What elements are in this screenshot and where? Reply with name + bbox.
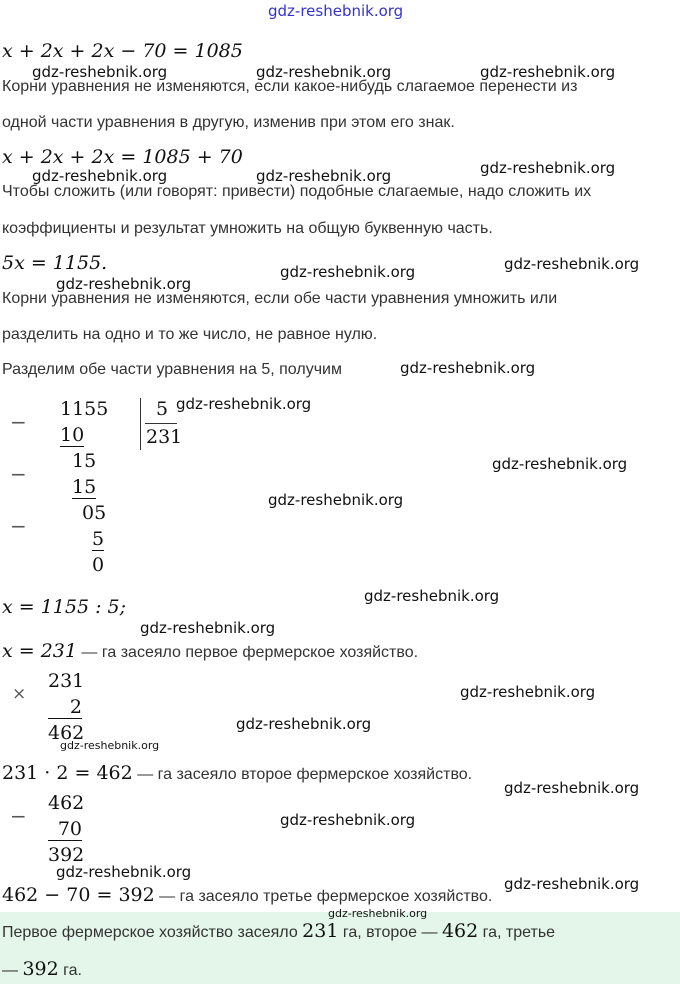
watermark: gdz-reshebnik.org: [328, 907, 428, 920]
watermark: gdz-reshebnik.org: [492, 455, 628, 473]
division-step: 15: [72, 476, 97, 498]
watermark: gdz-reshebnik.org: [480, 159, 616, 177]
watermark: gdz-reshebnik.org: [280, 811, 416, 829]
rule-text: Корни уравнения не изменяются, если обе части уравнения умножить или: [2, 290, 558, 307]
watermark: gdz-reshebnik.org: [256, 167, 392, 185]
result-1-text: — га засеяло первое фермерское хозяйство.: [76, 644, 419, 661]
watermark: gdz-reshebnik.org: [256, 63, 392, 81]
divisor-line: [145, 423, 177, 424]
equation-3: 5x = 1155.: [2, 252, 108, 274]
subtrahend: 70: [48, 818, 82, 841]
watermark: gdz-reshebnik.org: [400, 359, 536, 377]
division-step: 05: [82, 502, 107, 524]
divisor: 5: [156, 398, 169, 420]
watermark: gdz-reshebnik.org: [56, 863, 192, 881]
minus-sign: −: [10, 410, 27, 434]
factor-b: 2: [48, 696, 82, 719]
division-step: 0: [92, 554, 105, 576]
times-sign: ×: [12, 684, 27, 704]
watermark: gdz-reshebnik.org: [140, 619, 276, 637]
result-2-text: — га засеяло второе фермерское хозяйство.: [132, 766, 473, 783]
equation-4: x = 1155 : 5;: [2, 596, 127, 618]
factor-a: 231: [48, 670, 85, 692]
answer-value: 392: [22, 958, 59, 980]
answer-text: Первое фермерское хозяйство засеяло: [2, 924, 303, 941]
answer-value: 231: [302, 920, 339, 942]
watermark: gdz-reshebnik.org: [504, 255, 640, 273]
answer-text: га, третье: [478, 924, 556, 941]
answer-text: га.: [58, 962, 82, 979]
division-step: 10: [60, 424, 85, 446]
equation-2: x + 2x + 2x = 1085 + 70: [2, 146, 243, 168]
answer-value: 462: [441, 920, 479, 942]
rule-text: Чтобы сложить (или говорят: привести) подобные слагаемые, надо сложить их: [2, 183, 592, 200]
result-1-expr: x = 231: [2, 640, 77, 662]
answer-line-2: [2, 958, 82, 980]
minus-sign: −: [10, 804, 27, 828]
watermark: gdz-reshebnik.org: [460, 683, 596, 701]
result-3-text: — га засеяло третье фермерское хозяйство.: [154, 888, 493, 905]
minuend: 462: [48, 792, 85, 814]
difference: 392: [48, 844, 85, 866]
watermark: gdz-reshebnik.org: [504, 779, 640, 797]
rule-text: разделить на одно и то же число, не равное нулю.: [2, 326, 378, 343]
equation-1: x + 2x + 2x − 70 = 1085: [2, 40, 243, 62]
product: 462: [48, 722, 85, 744]
watermark: gdz-reshebnik.org: [268, 491, 404, 509]
answer-text: га, второе —: [338, 924, 442, 941]
dividend: 1155: [60, 398, 109, 420]
answer-line-1: [2, 920, 555, 942]
minus-sign: −: [10, 462, 27, 486]
result-2: [2, 762, 472, 784]
watermark: gdz-reshebnik.org: [32, 167, 168, 185]
quotient: 231: [146, 426, 183, 448]
rule-text: Корни уравнения не изменяются, если какое-нибудь слагаемое перенести из: [2, 78, 578, 95]
result-3-expr: 462 − 70 = 392: [2, 884, 155, 906]
watermark: gdz-reshebnik.org: [268, 2, 404, 20]
rule-text: одной части уравнения в другую, изменив при этом его знак.: [2, 114, 455, 131]
watermark: gdz-reshebnik.org: [480, 63, 616, 81]
watermark: gdz-reshebnik.org: [504, 875, 640, 893]
division-step: 15: [72, 450, 97, 472]
watermark: gdz-reshebnik.org: [60, 739, 160, 752]
watermark: gdz-reshebnik.org: [56, 275, 192, 293]
watermark: gdz-reshebnik.org: [236, 715, 372, 733]
watermark: gdz-reshebnik.org: [364, 587, 500, 605]
watermark: gdz-reshebnik.org: [176, 395, 312, 413]
rule-text: коэффициенты и результат умножить на общую буквенную часть.: [2, 220, 493, 237]
watermark: gdz-reshebnik.org: [32, 63, 168, 81]
result-2-expr: 231 · 2 = 462: [2, 762, 133, 784]
result-1: [2, 640, 418, 662]
division-bar: [140, 398, 141, 450]
division-step: 5: [92, 528, 105, 550]
watermark: gdz-reshebnik.org: [280, 263, 416, 281]
minus-sign: −: [10, 514, 27, 538]
divide-intro: Разделим обе части уравнения на 5, получим: [2, 361, 342, 378]
answer-text: —: [2, 962, 23, 979]
result-3: [2, 884, 492, 906]
